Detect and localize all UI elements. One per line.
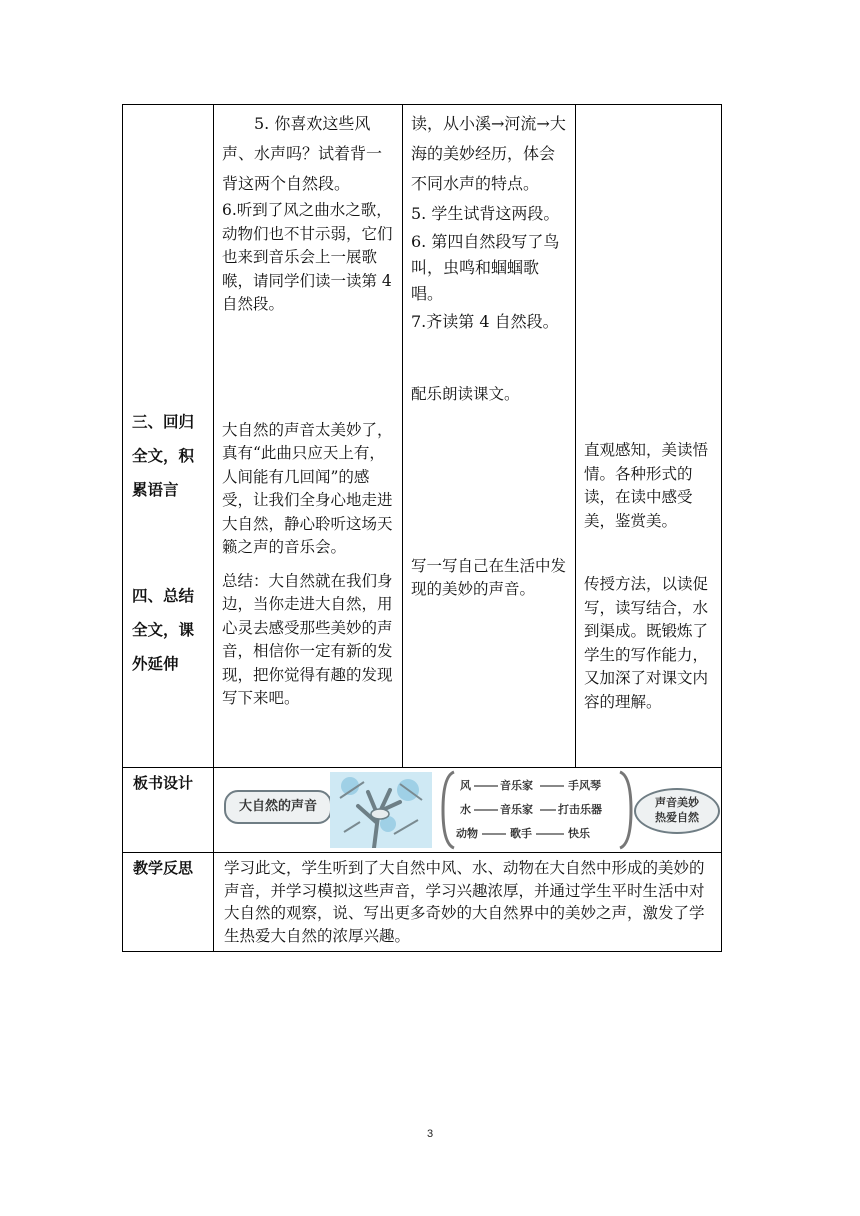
- reflection-label: 教学反思: [133, 859, 194, 877]
- stage-label-3-line3: 累语言: [132, 481, 179, 499]
- student-reading-text: 读，从小溪→河流→大海的美妙经历，体会不同水声的特点。: [411, 114, 566, 193]
- intent-text-2: 传授方法，以读促写，读写结合，水到渠成。既锻炼了学生的写作能力，又加深了对课文内容的理解。: [584, 575, 709, 711]
- reflection-label-cell: [123, 853, 214, 952]
- teacher-summary-text: 总结：大自然就在我们身边，当你走进大自然，用心灵去感受那些美妙的声音，相信你一定有新的发现，把你觉得有趣的发现写下来吧。: [222, 571, 393, 707]
- table-row: [123, 853, 722, 952]
- board-label-cell: [123, 768, 214, 853]
- blackboard-design-image: [214, 768, 721, 852]
- table-row: [123, 105, 722, 768]
- right-brace-icon: [618, 770, 634, 850]
- teacher-activity-cell: [214, 105, 403, 768]
- student-step-5: 5. 学生试背这两段。: [411, 204, 560, 223]
- board-design-cell: [214, 768, 722, 853]
- board-mapping-list: [452, 774, 622, 846]
- student-step-6: 6. 第四自然段写了鸟叫，虫鸣和蝈蝈歌唱。: [411, 232, 560, 303]
- stage-cell: [123, 105, 214, 768]
- board-row: 动物 歌手 快乐: [456, 827, 590, 840]
- table-row: [123, 768, 722, 853]
- board-design-label: 板书设计: [133, 774, 194, 792]
- design-intent-cell: [576, 105, 722, 768]
- stage-label-4-line3: 外延伸: [132, 655, 179, 673]
- stage-label-3-line1: 三、回归: [132, 413, 195, 431]
- stage-label-4-line2: 全文，课: [132, 621, 195, 639]
- teacher-transition-text: 大自然的声音太美妙了，真有“此曲只应天上有，人间能有几回闻”的感受，让我们全身心地走进大自然，静心聆听这场天籁之声的音乐会。: [222, 420, 393, 556]
- stage-label-4-line1: 四、总结: [132, 587, 195, 605]
- board-conclusion: 声音美妙 热爱自然: [634, 788, 720, 834]
- teacher-step-5: 5. 你喜欢这些风声、水声吗？试着背一背这两个自然段。: [222, 114, 383, 193]
- student-music-reading: 配乐朗读课文。: [411, 385, 520, 403]
- page-number: 3: [426, 1128, 434, 1140]
- tree-illustration-icon: [330, 772, 432, 848]
- student-writing-task: 写一写自己在生活中发现的美妙的声音。: [411, 556, 567, 598]
- intent-text-1: 直观感知，美读悟情。各种形式的读，在读中感受美，鉴赏美。: [584, 441, 709, 530]
- teacher-step-6: 6.听到了风之曲水之歌，动物们也不甘示弱，它们也来到音乐会上一展歌喉，请同学们读一读第 4 自然段。: [222, 201, 393, 313]
- student-step-7: 7.齐读第 4 自然段。: [411, 312, 559, 331]
- lesson-plan-table: [122, 104, 722, 952]
- reflection-cell: [214, 853, 722, 952]
- board-row: 风 音乐家 手风琴: [460, 779, 601, 792]
- stage-label-3-line2: 全文，积: [132, 447, 195, 465]
- board-row: 水 音乐家 打击乐器: [460, 803, 602, 816]
- board-title: 大自然的声音: [224, 790, 332, 824]
- student-activity-cell: [403, 105, 576, 768]
- reflection-text: 学习此文，学生听到了大自然中风、水、动物在大自然中形成的美妙的声音，并学习模拟这些声音，学习兴趣浓厚，并通过学生平时生活中对大自然的观察，说、写出更多奇妙的大自然界中的美妙之声，激发了学生热爱大自然的浓厚兴趣。: [224, 859, 705, 945]
